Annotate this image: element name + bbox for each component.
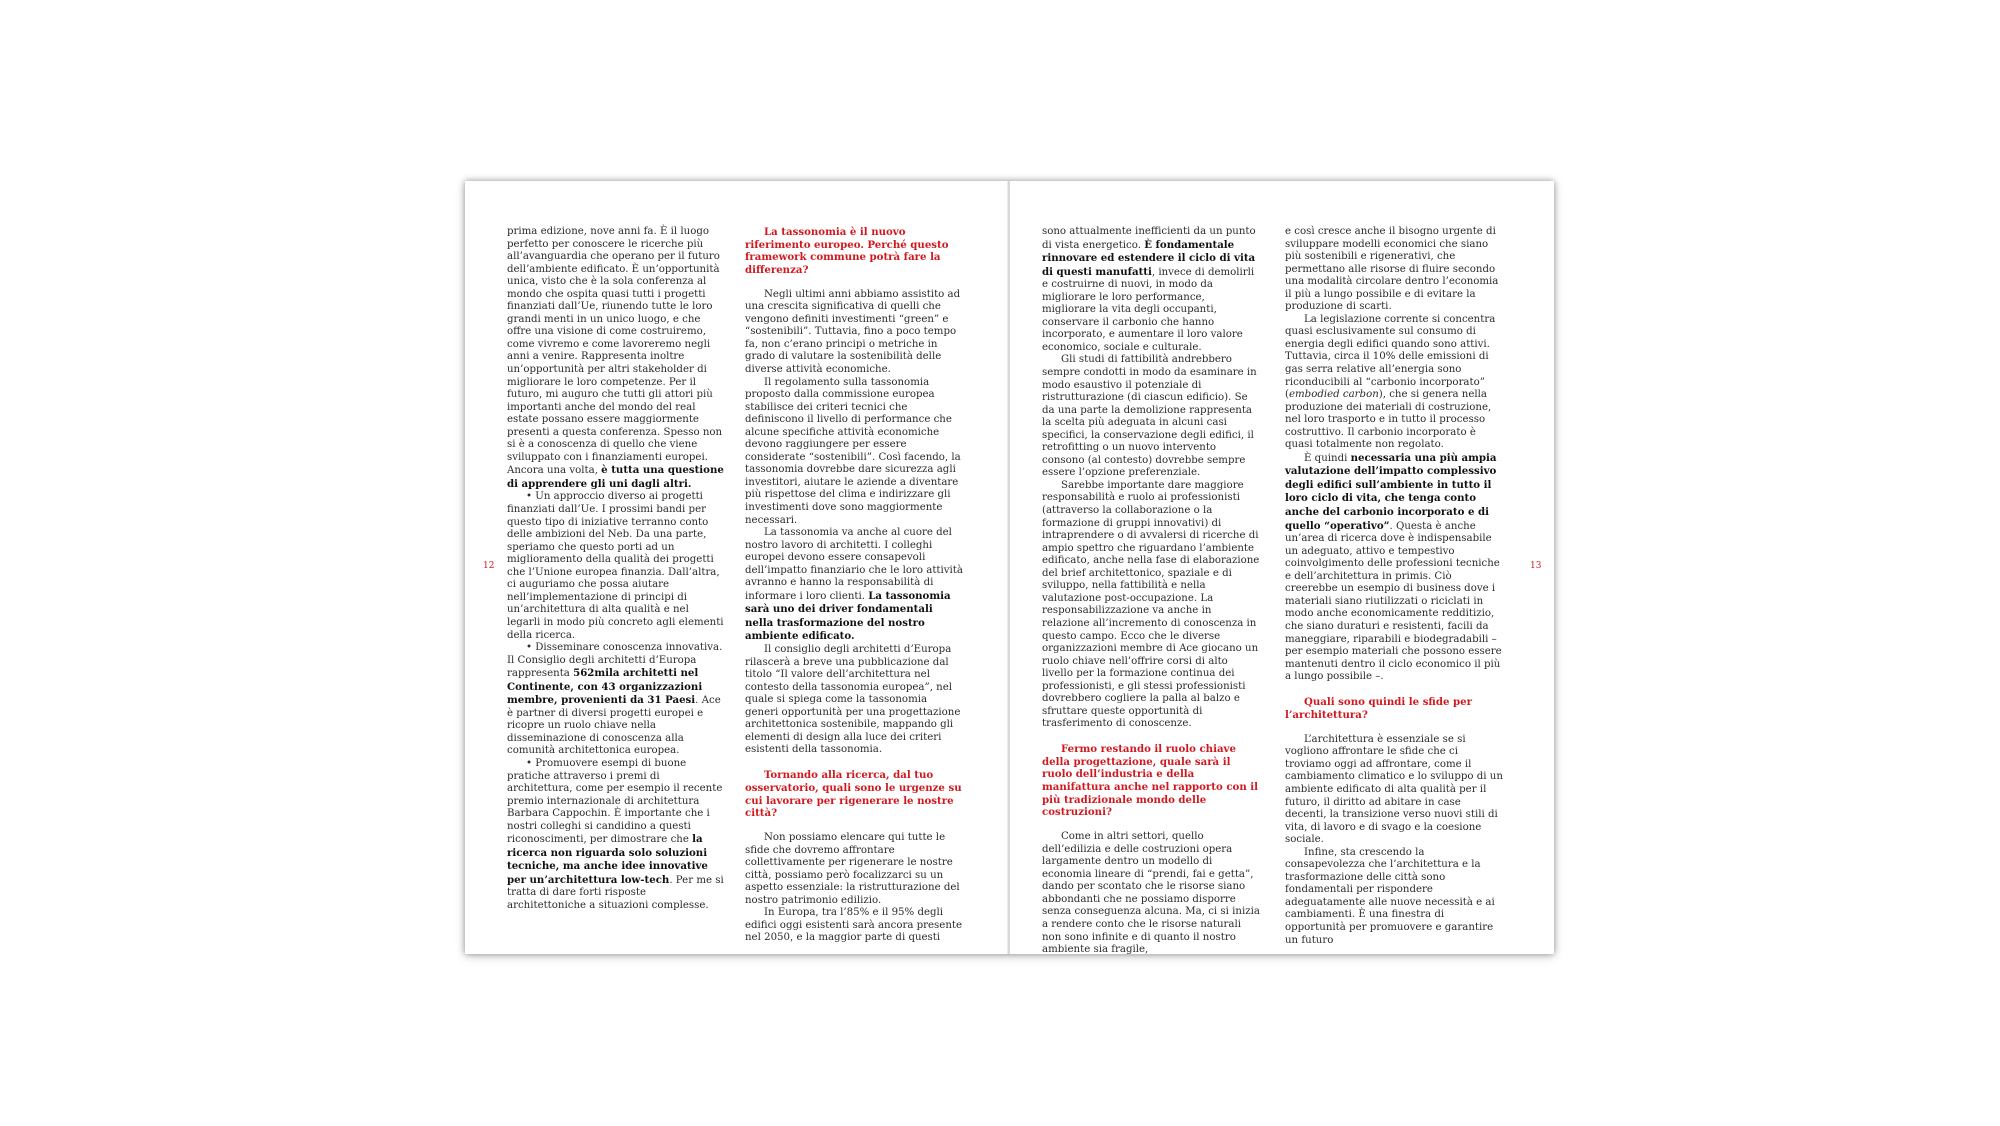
section-question-heading [745,226,963,276]
paragraph-spacer [1042,731,1260,744]
body-paragraph [1042,480,1260,731]
body-paragraph [745,907,963,945]
text-run: • Un approccio diverso ai progetti finanziati dall’Ue. I prossimi bandi per questo tipo di iniziative terranno conto delle ambizioni del Neb. Da una parte, speriamo che questo porti ad un miglioramento della qualità dei progetti che l’Unione europea finanzia. Dall’altra, ci auguriamo che possa aiutare nell’implementazione di principi di un’architettura di alta qualità e nel legarli in modo più concreto agli elementi della ricerca. [507,491,724,641]
section-question-heading [1042,743,1260,818]
text-run: Tornando alla ricerca, dal tuo osservatorio, quali sono le urgenze su cui lavorare per rigenerare le nostre città? [745,769,962,820]
bold-text: necessaria una più ampia valutazione dell’impatto complessivo degli edifici sull’ambiente in tutto il loro ciclo di vita, che tenga conto anche del carbonio incorporato e di quello “operativo” [1285,451,1497,532]
body-paragraph [1285,847,1503,947]
body-paragraph [745,644,963,757]
bold-text: La tassonomia sarà uno dei driver fondamentali nella trasformazione del nostro ambiente edificato. [745,589,951,643]
text-run: Sarebbe importante dare maggiore responsabilità e ruolo ai professionisti (attraverso la collaborazione o la formazione di gruppi innovativi) di intraprendere o di avvalersi di ricerche di ampio spettro che riguardano l’ambiente edificato, anche nella fase di elaborazione del brief architettonico, spaziale e di sviluppo, nella fattibilità e nella valutazione post-occupazione. La responsabilizzazione va anche in relazione all’incremento di conoscenza in questo campo. Ecco che le diverse organizzazioni membre di Ace giocano un ruolo chiave nell’offrire corsi di alto livello per la formazione continua dei professionisti, e gli stessi professionisti dovrebbero cogliere la palla al balzo e sfruttare queste opportunità di trasferimento di conoscenze. [1042,479,1260,730]
body-paragraph [1042,226,1260,354]
text-run: È quindi [1304,452,1351,464]
text-run: La tassonomia va anche al cuore del nostro lavoro di architetti. I colleghi europei devono essere consapevoli dell’impatto finanziario che le loro attività avranno e hanno la responsabilità di informare i loro clienti. [745,527,963,602]
text-run: Negli ultimi anni abbiamo assistito ad una crescita significativa di quelli che vengono definiti investimenti “green” e “sostenibili”. Tuttavia, fino a poco tempo fa, non c’erano principi o metriche in grado di valutare la sostenibilità delle diverse attività economiche. [745,288,961,375]
text-run: . Questa è anche un’area di ricerca dove è indispensabile un adeguato, attivo e tempestivo coinvolgimento delle professioni tecniche e dell’architettura in primis. Ciò creerebbe un esempio di business dove i materiali siano riutilizzati o riciclati in modo anche economicamente redditizio, che siano duraturi e resistenti, facili da maneggiare, riparabili e biodegradabili – per esempio materiali che possono essere mantenuti dentro il ciclo economico il più a lungo possibile –. [1285,520,1502,683]
page-number-left: 12 [483,561,495,571]
text-run: Non possiamo elencare qui tutte le sfide che dovremo affrontare collettivamente per rigenerare le nostre città, possiamo però focalizzarci su un aspetto essenziale: la ristrutturazione del nostro patrimonio edilizio. [745,832,960,906]
text-run: La tassonomia è il nuovo riferimento europeo. Perché questo framework commune potrà fare la differenza? [745,226,949,276]
body-paragraph [507,642,725,758]
text-run: L’architettura è essenziale se si vogliono affrontare le sfide che ci troviamo oggi ad affrontare, come il cambiamento climatico e lo sviluppo di un ambiente edificato di alta qualità per il futuro, il diritto ad abitare in case decenti, la transizione verso nuovi stili di vita, di lavoro e di svago e la coesione sociale. [1285,733,1503,846]
body-paragraph [507,491,725,642]
text-run: Infine, sta crescendo la consapevolezza che l’architettura e la trasformazione delle città sono fondamentali per rispondere adeguatamente alle nuove necessità e ai cambiamenti. È una finestra di opportunità per promuovere e garantire un futuro [1285,846,1495,946]
bold-text: è tutta una questione di apprendere gli uni dagli altri. [507,464,724,490]
text-run: Fermo restando il ruolo chiave della progettazione, quale sarà il ruolo dell’industria e della manifattura anche nel rapporto con il più tradizionale mondo delle costruzioni? [1042,743,1259,819]
body-paragraph [1042,831,1260,956]
text-column-3 [1042,226,1260,957]
text-run: • Promuovere esempi di buone pratiche attraverso i premi di architettura, come per esempio il recente premio internazionale di architettura Barbara Cappochin. È importante che i nostri colleghi si candidino a questi riconoscimenti, per dimostrare che [507,757,723,846]
text-run: Come in altri settori, quello dell’edilizia e delle costruzioni opera largamente dentro un modello di economia lineare di “prendi, fai e getta”, dando per scontato che le risorse siano abbondanti che ne possiamo disporre senza conseguenza alcuna. Ma, ci si inizia a rendere conto che le risorse naturali non sono infinite e di quanto il nostro ambiente sia fragile, [1042,831,1260,956]
page-number-right: 13 [1530,561,1542,571]
body-paragraph [1285,226,1503,314]
text-run: In Europa, tra l’85% e il 95% degli edifici oggi esistenti sarà ancora presente nel 2050, e la maggior parte di questi [745,907,962,944]
body-paragraph [745,289,963,377]
text-run: Quali sono quindi le sfide per l’architettura? [1285,696,1472,721]
body-paragraph [1285,314,1503,452]
paragraph-spacer [1042,819,1260,832]
text-run: ), che si genera nella produzione dei materiali di costruzione, nel loro trasporto e in tutto il processo costruttivo. Il carbonio incorporato è quasi totalmente non regolato. [1285,389,1492,451]
text-run: Gli studi di fattibilità andrebbero sempre condotti in modo da esaminare in modo esaustivo il potenziale di ristrutturazione (di ciascun edificio). Se da una parte la demolizione rappresenta la scelta più adeguata in alcuni casi specifici, la conservazione degli edifici, il retrofitting o un nuovo intervento consono (al contesto) dovrebbe sempre essere l’opzione preferenziale. [1042,354,1257,479]
text-column-4 [1285,226,1503,947]
text-run: e così cresce anche il bisogno urgente di sviluppare modelli economici che siano più sostenibili e rigenerativi, che permettano alle risorse di fluire secondo una modalità circolare dentro l’economia il più a lungo possibile e di evitare la produzione di scarti. [1285,226,1499,313]
right-page [1010,181,1554,954]
paragraph-spacer [1285,684,1503,697]
body-paragraph [745,377,963,528]
text-run: Il regolamento sulla tassonomia proposto dalla commissione europea stabilisce dei criteri tecnici che definiscono il livello di performance che alcune specifiche attività economiche devono raggiungere per essere considerate “sostenibili”. Così facendo, la tassonomia dovrebbe dare sicurezza agli investitori, aiutare le aziende a diventare più rispettose del clima e indirizzare gli investimenti dove sono maggiormente necessari. [745,376,961,526]
section-question-heading [1285,696,1503,721]
paragraph-spacer [1285,721,1503,734]
body-paragraph [745,527,963,644]
body-paragraph [1285,734,1503,847]
bold-text: la ricerca non riguarda solo soluzioni tecniche, ma anche idee innovative per un’architettura low-tech [507,833,708,886]
text-run: • Disseminare conoscenza innovativa. Il Consiglio degli architetti d’Europa rappresenta [507,642,723,680]
left-page [465,181,1009,954]
text-run: , invece di demolirli e costruirne di nuovi, in modo da migliorare le loro performance, migliorare la vita degli occupanti, conservare il carbonio che hanno incorporato, e aumentare il loro valore economico, sociale e culturale. [1042,266,1255,353]
paragraph-spacer [745,820,963,833]
text-run: prima edizione, nove anni fa. È il luogo perfetto per conoscere le ricerche più all’avanguardia che operano per il futuro dell’ambiente edificato. È un’opportunità unica, visto che è la sola conferenza al mondo che ospita quasi tutti i progetti finanziati dall’Ue, riunendo tutte le loro grandi menti in un unico luogo, e che offre una visione di come costruiremo, come vivremo e come lavoreremo negli anni a venire. Rappresenta inoltre un’opportunità per altri stakeholder di migliorare le loro competenze. Per il futuro, mi auguro che tutti gli attori più importanti anche del mondo del real estate possano essere maggiormente presenti a questa conferenza. Spesso non si è a conoscenza di quello che viene sviluppato con i finanziamenti europei. Ancora una volta, [507,226,723,477]
bold-text: 562mila architetti nel Continente, con 43 organizzazioni membre, provenienti da 31 Paesi [507,667,703,707]
body-paragraph [507,226,725,491]
paragraph-spacer [745,276,963,289]
text-run: Il consiglio degli architetti d’Europa rilascerà a breve una pubblicazione dal titolo “Il valore dell’architettura nel contesto della tassonomia europea”, nel quale si spiega come la tassonomia generi opportunità per una progettazione architettonica sostenibile, mappando gli elementi di design alla luce dei criteri esistenti della tassonomia. [745,644,961,756]
text-run: La legislazione corrente si concentra quasi esclusivamente sul consumo di energia degli edifici quando sono attivi. Tuttavia, circa il 10% delle emissioni di gas serra relative all’energia sono riconducibili al “carbonio incorporato” ( [1285,313,1496,401]
text-run: . Per me si tratta di dare forti risposte architettoniche a situazioni complesse. [507,874,724,911]
magazine-spread [465,181,1554,954]
text-run: . Ace è partner di diversi progetti europei e ricopre un ruolo chiave nella disseminazione di conoscenza alla comunità architettonica europea. [507,695,721,757]
text-column-2 [745,226,963,945]
body-paragraph [507,758,725,913]
body-paragraph [745,832,963,907]
body-paragraph [1285,452,1503,684]
body-paragraph [1042,354,1260,479]
italic-text: embodied carbon [1288,389,1379,401]
text-run: sono attualmente inefficienti da un punto di vista energetico. [1042,226,1256,251]
section-question-heading [745,769,963,819]
text-column-1 [507,226,725,913]
bold-text: È fondamentale rinnovare ed estendere il ciclo di vita di questi manufatti [1042,238,1256,278]
paragraph-spacer [745,757,963,770]
